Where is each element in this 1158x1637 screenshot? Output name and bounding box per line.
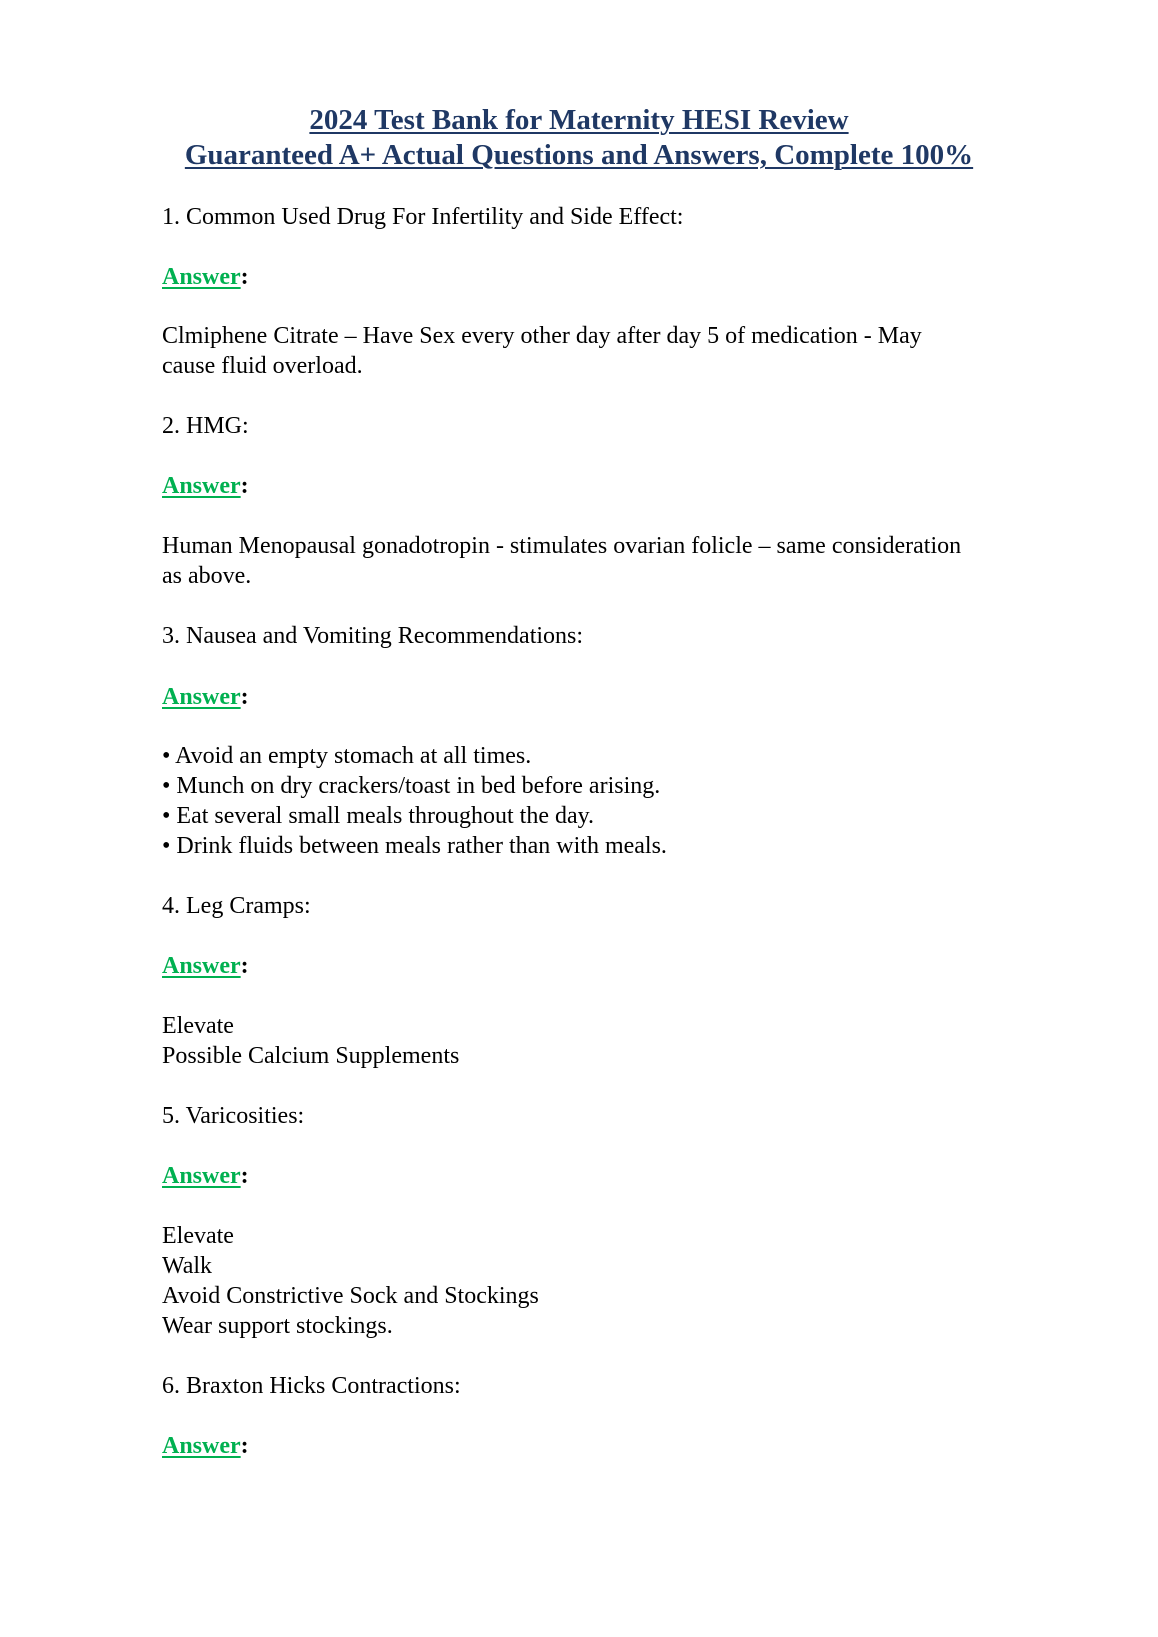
answer-5-line-1: Elevate — [162, 1223, 234, 1249]
answer-word: Answer — [162, 264, 241, 290]
document-title-line-2: Guaranteed A+ Actual Questions and Answers, Complete 100% — [184, 139, 974, 171]
answer-4-line-1: Elevate — [162, 1013, 234, 1039]
answer-3-line-4: • Drink fluids between meals rather than with meals. — [162, 833, 667, 859]
question-2: 2. HMG: — [162, 413, 249, 439]
answer-2-line-2: as above. — [162, 563, 252, 589]
answer-label-2 — [162, 474, 249, 498]
question-5: 5. Varicosities: — [162, 1103, 305, 1129]
answer-5-line-3: Avoid Constrictive Sock and Stockings — [162, 1283, 539, 1309]
answer-word: Answer — [162, 473, 241, 499]
question-1: 1. Common Used Drug For Infertility and Side Effect: — [162, 204, 684, 230]
answer-5-line-2: Walk — [162, 1253, 213, 1279]
answer-word: Answer — [162, 953, 241, 979]
answer-3-line-2: • Munch on dry crackers/toast in bed before arising. — [162, 773, 661, 799]
answer-word: Answer — [162, 1433, 241, 1459]
answer-colon: : — [240, 1163, 249, 1189]
answer-colon: : — [240, 1433, 249, 1459]
answer-3-line-3: • Eat several small meals throughout the day. — [162, 803, 595, 829]
answer-word: Answer — [162, 684, 241, 710]
answer-word: Answer — [162, 1163, 241, 1189]
answer-2-line-1: Human Menopausal gonadotropin - stimulates ovarian folicle – same consideration — [162, 533, 962, 559]
answer-colon: : — [240, 473, 249, 499]
answer-colon: : — [240, 684, 249, 710]
answer-label-1 — [162, 265, 249, 289]
question-6: 6. Braxton Hicks Contractions: — [162, 1373, 461, 1399]
answer-label-3 — [162, 685, 249, 709]
document-title-line-1: 2024 Test Bank for Maternity HESI Review — [309, 104, 849, 136]
answer-label-5 — [162, 1164, 249, 1188]
question-3: 3. Nausea and Vomiting Recommendations: — [162, 623, 584, 649]
answer-3-line-1: • Avoid an empty stomach at all times. — [162, 743, 532, 769]
answer-1-line-2: cause fluid overload. — [162, 353, 363, 379]
answer-colon: : — [240, 264, 249, 290]
answer-label-6 — [162, 1434, 249, 1458]
answer-1-line-1: Clmiphene Citrate – Have Sex every other day after day 5 of medication - May — [162, 323, 922, 349]
question-4: 4. Leg Cramps: — [162, 893, 311, 919]
answer-5-line-4: Wear support stockings. — [162, 1313, 393, 1339]
answer-colon: : — [240, 953, 249, 979]
answer-4-line-2: Possible Calcium Supplements — [162, 1043, 460, 1069]
answer-label-4 — [162, 954, 249, 978]
